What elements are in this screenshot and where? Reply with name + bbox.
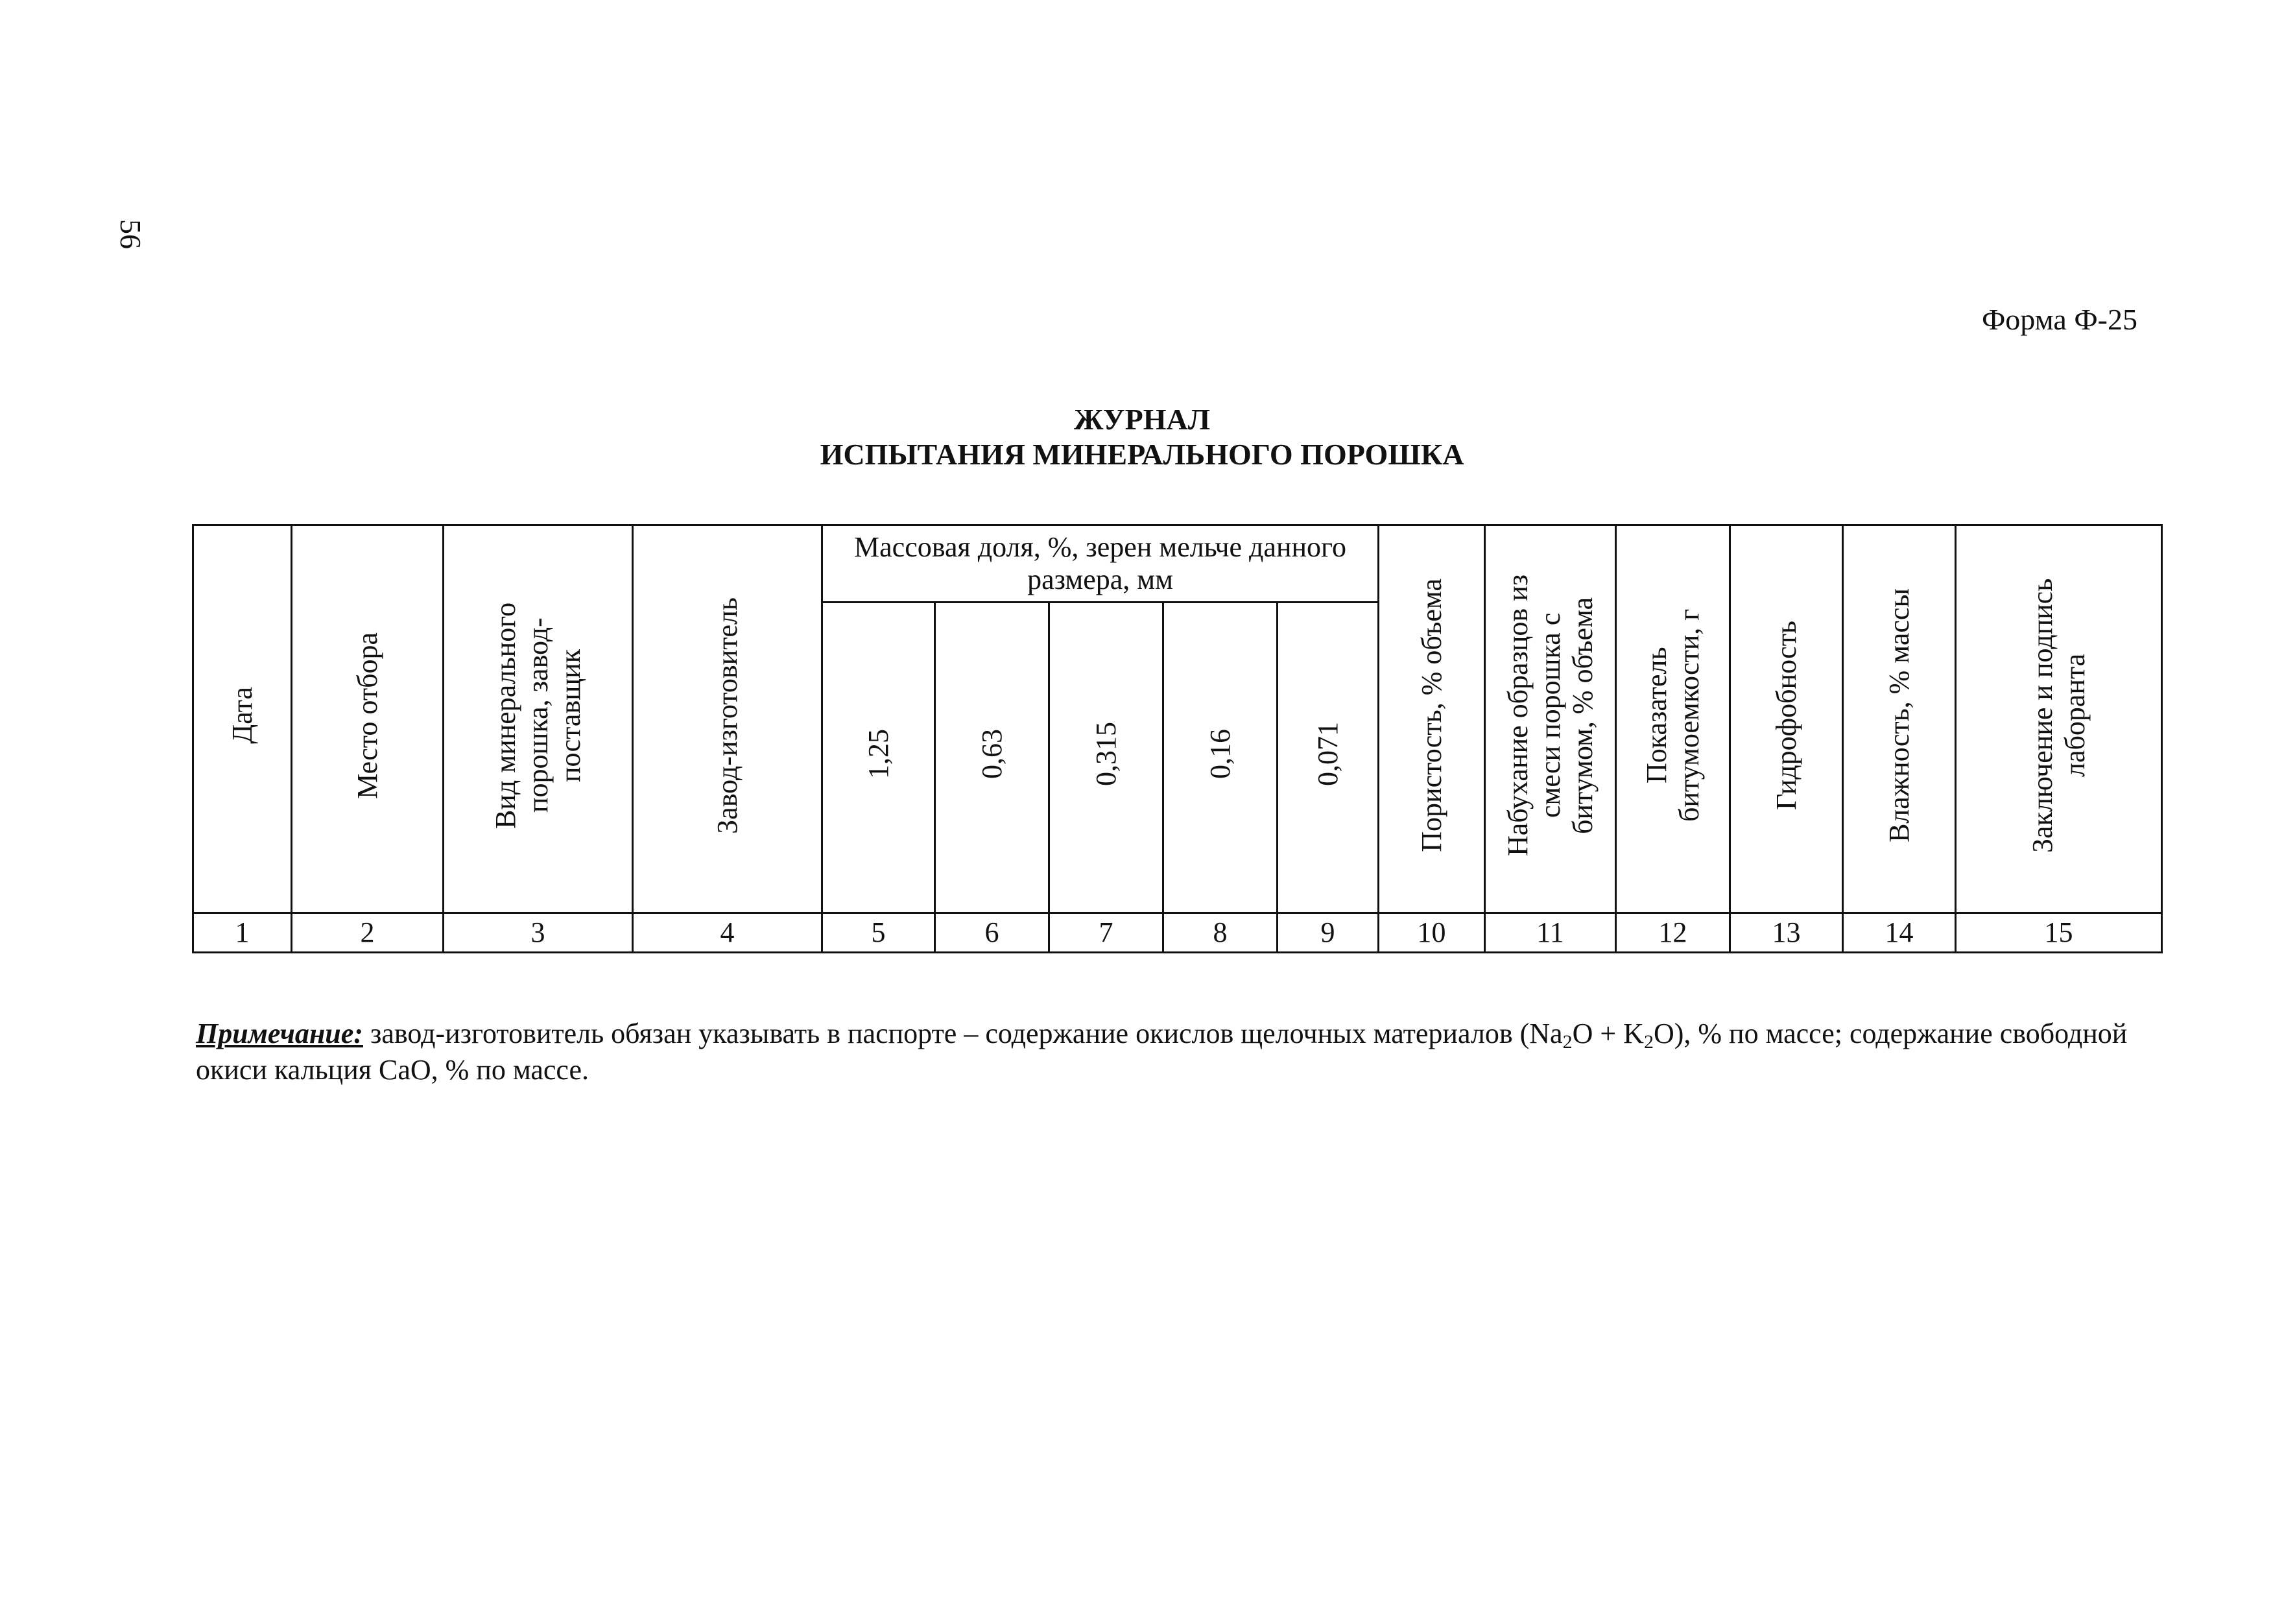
- note-subscript: 2: [1562, 1031, 1573, 1053]
- journal-table: [192, 524, 2163, 953]
- title-line-1: ЖУРНАЛ: [1074, 403, 1210, 436]
- column-number: 11: [1485, 913, 1616, 953]
- column-number: 4: [633, 913, 822, 953]
- column-number: 7: [1049, 913, 1163, 953]
- header-group-mass-fraction: Массовая доля, %, зерен мельче данного размера, мм: [822, 525, 1379, 603]
- header-cell-swelling: Набухание образцов из смеси порошка с битумом, % объема: [1485, 525, 1616, 913]
- note-text: завод-изготовитель обязан указывать в паспорте – содержание окислов щелочных материалов (Na: [363, 1018, 1563, 1049]
- header-cell-powder-type: Вид минерального порошка, завод-поставщик: [444, 525, 633, 913]
- header-cell-sampling-place: Место отбора: [292, 525, 444, 913]
- header-cell-size-0-315: 0,315: [1049, 603, 1163, 913]
- note-text: O + K: [1572, 1018, 1644, 1049]
- title-line-2: ИСПЫТАНИЯ МИНЕРАЛЬНОГО ПОРОШКА: [820, 438, 1464, 471]
- header-cell-manufacturer: Завод-изготовитель: [633, 525, 822, 913]
- column-number: 2: [292, 913, 444, 953]
- column-number: 14: [1843, 913, 1956, 953]
- header-row-1: [193, 525, 2162, 603]
- document-title: [0, 402, 2284, 472]
- column-number: 12: [1616, 913, 1730, 953]
- header-cell-conclusion: Заключение и подпись лаборанта: [1956, 525, 2162, 913]
- header-cell-size-0-16: 0,16: [1163, 603, 1278, 913]
- header-cell-bitumen-capacity: Показатель битумоемкости, г: [1616, 525, 1730, 913]
- column-number: 1: [193, 913, 292, 953]
- header-cell-size-0-63: 0,63: [935, 603, 1049, 913]
- header-cell-size-0-071: 0,071: [1278, 603, 1379, 913]
- header-cell-hydrophobicity: Гидрофобность: [1730, 525, 1843, 913]
- column-number-row: [193, 913, 2162, 953]
- column-number: 6: [935, 913, 1049, 953]
- column-number: 3: [444, 913, 633, 953]
- page-number: 56: [114, 219, 147, 249]
- note-text: O), % по массе; содержание свободной окиси кальция CaO, % по массе.: [196, 1018, 2128, 1086]
- note-subscript: 2: [1643, 1031, 1654, 1053]
- column-number: 9: [1278, 913, 1379, 953]
- header-cell-moisture: Влажность, % массы: [1843, 525, 1956, 913]
- column-number: 8: [1163, 913, 1278, 953]
- note-label: Примечание:: [196, 1018, 363, 1049]
- header-cell-size-1-25: 1,25: [822, 603, 935, 913]
- header-cell-date: Дата: [193, 525, 292, 913]
- form-label: Форма Ф-25: [1981, 303, 2137, 336]
- header-cell-porosity: Пористость, % объема: [1379, 525, 1485, 913]
- note: [196, 1016, 2128, 1088]
- column-number: 10: [1379, 913, 1485, 953]
- column-number: 13: [1730, 913, 1843, 953]
- column-number: 15: [1956, 913, 2162, 953]
- column-number: 5: [822, 913, 935, 953]
